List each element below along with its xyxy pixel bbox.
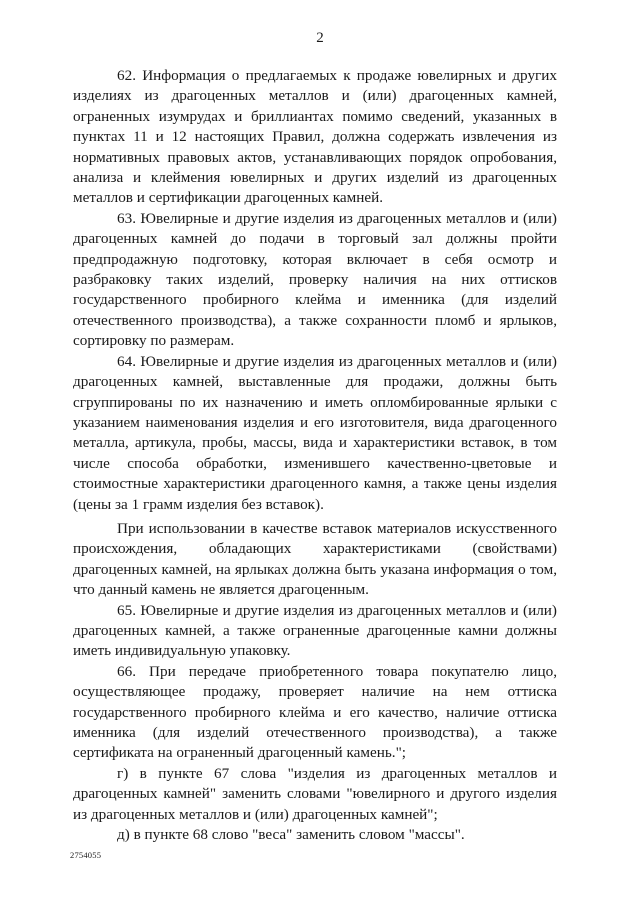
document-code: 2754055 bbox=[70, 850, 102, 860]
page-number: 2 bbox=[316, 30, 324, 46]
paragraph-d: д) в пункте 68 слово "веса" заменить словом "массы". bbox=[117, 826, 465, 844]
paragraph-g: г) в пункте 67 слова "изделия из драгоценных металлов и драгоценных камней" заменить словами "ювелирного и другого изделия из драгоценных металлов и (или) драгоценных камней"; bbox=[73, 764, 557, 823]
paragraph-artificial-inserts: При использовании в качестве вставок материалов искусственного происхождения, обладающих характеристиками (свойствами) драгоценных камней, на ярлыках должна быть указана информация о том, что данный камень не является драгоценным. bbox=[73, 519, 557, 599]
paragraph-64: 64. Ювелирные и другие изделия из драгоценных металлов и (или) драгоценных камней, выставленные для продажи, должны быть сгруппированы по их назначению и иметь опломбированные ярлыки с указанием наименования изделия и его изготовителя, вида драгоценного металла, артикула, пробы, массы, вида и характеристики вставок, в том числе способа обработки, изменившего качественно-цветовые и стоимостные характеристики драгоценного камня, а также цены изделия (цены за 1 грамм изделия без вставок). bbox=[73, 352, 557, 513]
paragraph-66: 66. При передаче приобретенного товара покупателю лицо, осуществляющее продажу, проверяет наличие на нем оттиска государственного пробирного клейма и его качество, наличие оттиска именника (для изделий отечественного производства), а также сертификата на ограненный драгоценный камень."; bbox=[73, 662, 557, 762]
document-body bbox=[73, 66, 557, 845]
paragraph-65: 65. Ювелирные и другие изделия из драгоценных металлов и (или) драгоценных камней, а также ограненные драгоценные камни должны иметь индивидуальную упаковку. bbox=[73, 601, 557, 660]
paragraph-63: 63. Ювелирные и другие изделия из драгоценных металлов и (или) драгоценных камней до подачи в торговый зал должны пройти предпродажную подготовку, которая включает в себя осмотр и разбраковку таких изделий, проверку наличия на них оттисков государственного пробирного клейма и именника (для изделий отечественного производства), а также сохранности пломб и ярлыков, сортировку по размерам. bbox=[73, 209, 557, 350]
paragraph-62: 62. Информация о предлагаемых к продаже ювелирных и других изделиях из драгоценных металлов и (или) драгоценных камней, ограненных изумрудах и бриллиантах помимо сведений, указанных в пунктах 11 и 12 настоящих Правил, должна содержать извлечения из нормативных правовых актов, устанавливающих порядок опробования, анализа и клеймения ювелирных и других изделий из драгоценных металлов и сертификации драгоценных камней. bbox=[73, 67, 557, 207]
